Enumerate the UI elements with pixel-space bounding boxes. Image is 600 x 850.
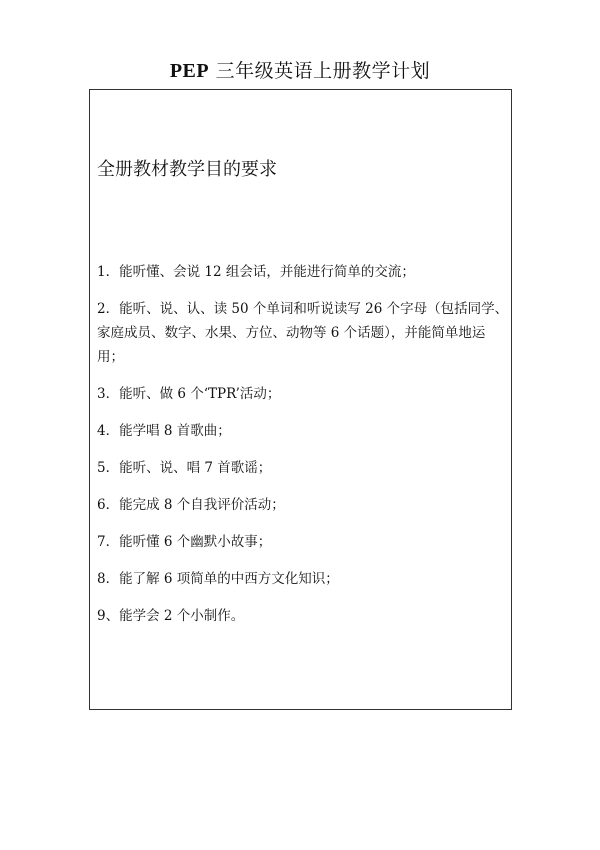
document-title-prefix: PEP: [169, 60, 210, 82]
requirements-list: [97, 260, 509, 628]
requirement-item-6: 6．能完成 8 个自我评价活动；: [97, 497, 285, 513]
requirement-item-8: 8．能了解 6 项简单的中西方文化知识；: [97, 571, 339, 587]
document-title-main: 三年级英语上册教学计划: [215, 60, 431, 82]
requirement-item-7: 7．能听懂 6 个幽默小故事；: [97, 534, 272, 550]
requirement-item-9: 9、能学会 2 个小制作。: [97, 608, 245, 624]
requirement-item-4: 4．能学唱 8 首歌曲；: [97, 423, 231, 439]
requirement-item-5: 5．能听、说、唱 7 首歌谣；: [97, 460, 272, 476]
section-heading: 全册教材教学目的要求: [97, 159, 277, 180]
document-title: [0, 58, 600, 84]
requirement-item-3: 3．能听、做 6 个‘TPR’活动；: [97, 386, 281, 402]
content-frame: [89, 89, 512, 710]
requirement-item-2: 2．能听、说、认、读 50 个单词和听说读写 26 个字母（包括同学、家庭成员、数字、水果、方位、动物等 6 个话题），并能简单地运用；: [97, 301, 509, 365]
requirement-item-1: 1．能听懂、会说 12 组会话，并能进行简单的交流；: [97, 264, 415, 280]
